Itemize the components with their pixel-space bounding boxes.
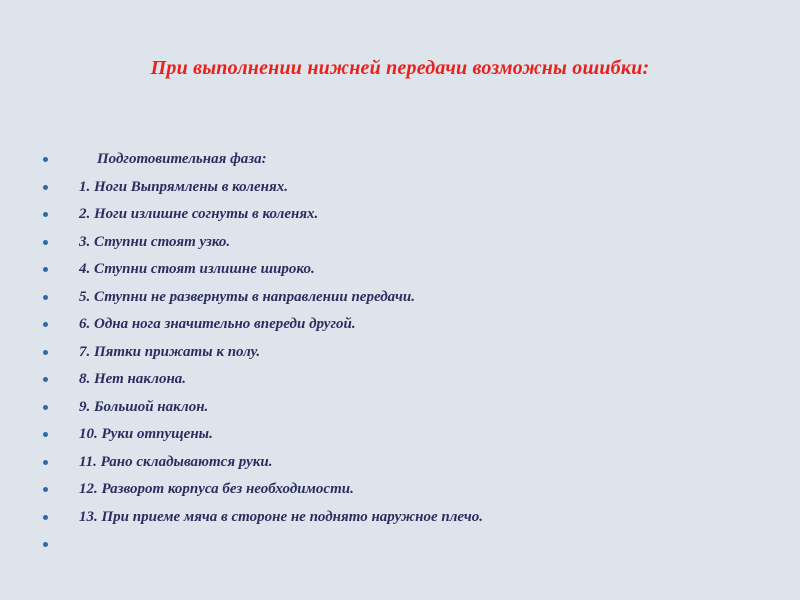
list-item-text: 13. При приеме мяча в стороне не поднято наружное плечо. (79, 508, 484, 525)
list-item (0, 425, 800, 447)
list-item (0, 288, 800, 310)
bullet-icon (43, 515, 48, 520)
bullet-icon (43, 267, 48, 272)
bullet-icon (43, 487, 48, 492)
bullet-icon (43, 185, 48, 190)
bullet-icon (43, 157, 48, 162)
list-item-text: 8. Нет наклона. (79, 371, 187, 387)
list-item (0, 315, 800, 337)
list-item-text: 3. Ступни стоят узко. (79, 233, 231, 250)
list-item-text: 6. Одна нога значительно впереди другой. (79, 316, 356, 332)
list-item-text: 11. Рано складываются руки. (79, 453, 273, 470)
bullet-icon (43, 542, 48, 547)
list-item (0, 343, 800, 365)
slide-title: При выполнении нижней передачи возможны ошибки: (150, 57, 650, 79)
list-item-text: Подготовительная фаза: (97, 151, 267, 167)
list-item (0, 260, 800, 282)
bullet-icon (43, 405, 48, 410)
list-item (0, 150, 800, 172)
bullet-icon (43, 322, 48, 327)
list-item (0, 370, 800, 392)
list-item-text: 5. Ступни не развернуты в направлении передачи. (79, 288, 415, 305)
list-item (0, 508, 800, 530)
bullet-icon (43, 295, 48, 300)
bullet-icon (43, 240, 48, 245)
list-item (0, 453, 800, 475)
list-item (0, 233, 800, 255)
list-item-text: 2. Ноги излишне согнуты в коленях. (79, 206, 319, 222)
list-item-text: 10. Руки отпущены. (79, 426, 213, 442)
bullet-icon (43, 350, 48, 355)
bullet-icon (43, 212, 48, 217)
list-item-text: 12. Разворот корпуса без необходимости. (79, 481, 354, 497)
list-item (0, 178, 800, 200)
list-item-text: 1. Ноги Выпрямлены в коленях. (79, 178, 288, 195)
list-item-text: 4. Ступни стоят излишне широко. (79, 261, 315, 277)
list-item (0, 535, 800, 557)
bullet-icon (43, 432, 48, 437)
bullet-icon (43, 460, 48, 465)
list-item (0, 205, 800, 227)
list-item-text: 9. Большой наклон. (79, 398, 209, 415)
list-item (0, 398, 800, 420)
list-item (0, 480, 800, 502)
list-item-text: 7. Пятки прижаты к полу. (79, 343, 261, 360)
bullet-icon (43, 377, 48, 382)
